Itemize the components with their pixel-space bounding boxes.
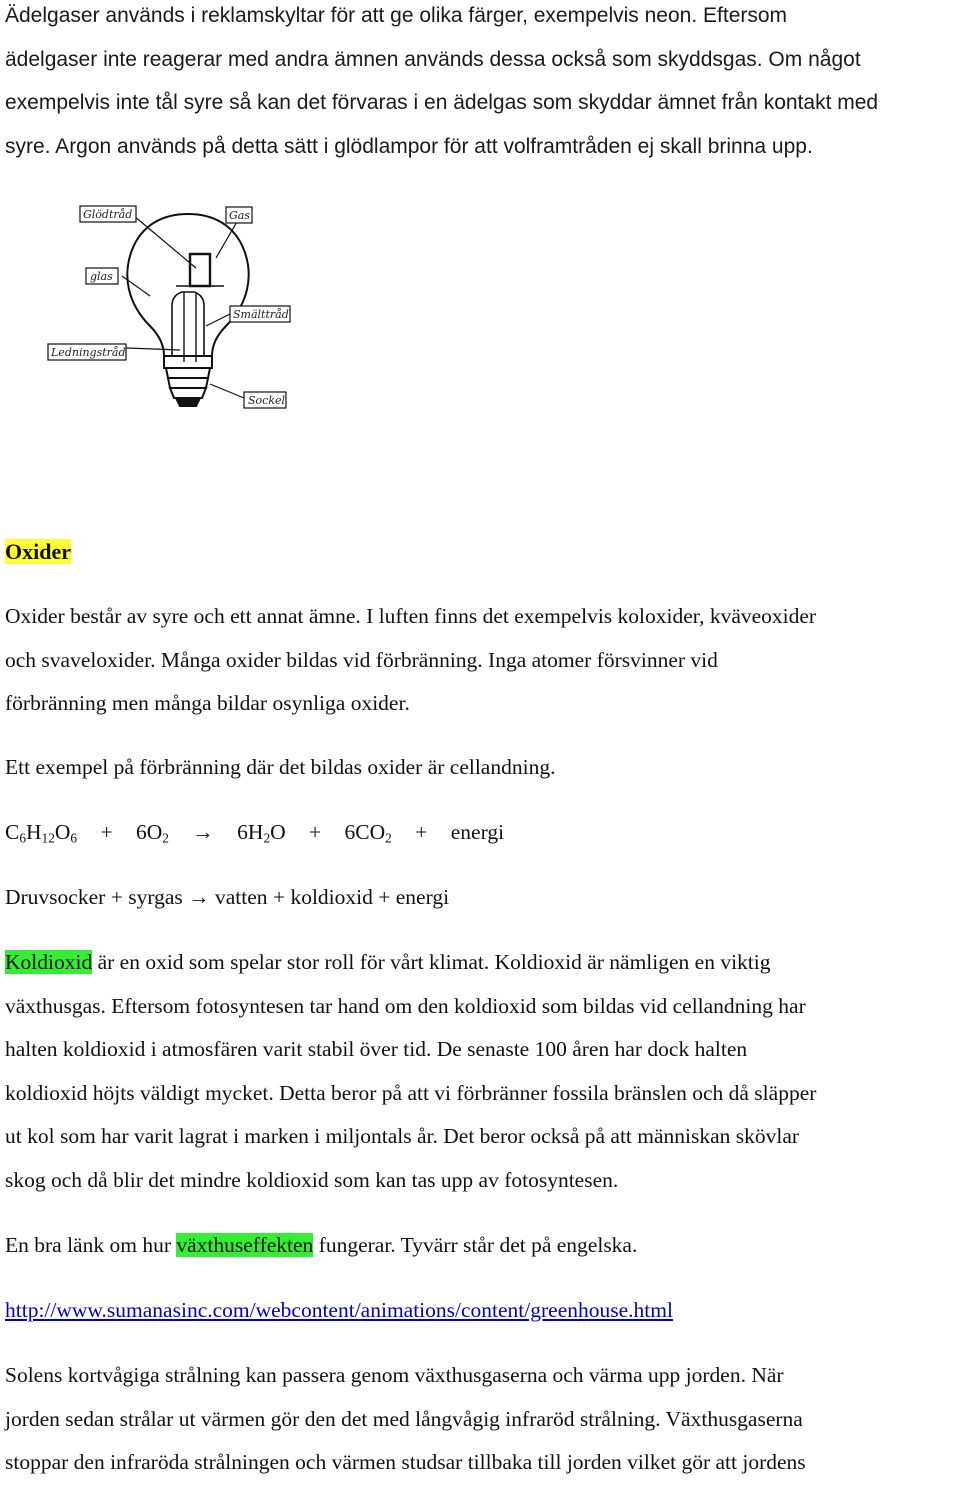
url-line (5, 1289, 956, 1333)
koldioxid-paragraph (5, 941, 956, 1203)
label-smalttrad: Smälttråd (233, 308, 289, 321)
label-glas: glas (90, 270, 113, 283)
chemical-equation: $C_6H_{12}O_6 + 6O_2 \to 6H_2O + 6CO_2$ + energi (5, 820, 505, 846)
vaxthuseffekten-highlight: växthuseffekten (176, 1233, 314, 1257)
text-line: jorden sedan strålar ut värmen gör den det med långvågig infraröd strålning. Växthusgaserna (5, 1406, 803, 1431)
text-line: Solens kortvågiga strålning kan passera genom växthusgaserna och värma upp jorden. När (5, 1363, 784, 1387)
text-line: halten koldioxid i atmosfären varit stabil över tid. De senaste 100 åren har dock halten (5, 1037, 748, 1062)
text-line: skog och då blir det mindre koldioxid som kan tas upp av fotosyntesen. (5, 1167, 619, 1192)
text-line: Ett exempel på förbränning där det bildas oxider är cellandning. (5, 755, 556, 779)
link-intro-line: En bra länk om hur växthuseffekten fungerar. Tyvärr står det på engelska. (5, 1233, 638, 1257)
text-line: exempelvis inte tål syre så kan det förvaras i en ädelgas som skyddar ämnet från kontakt med (5, 91, 879, 114)
text-line: förbränning men många bildar osynliga oxider. (5, 691, 410, 716)
word-equation: Druvsocker + syrgas → vatten + koldioxid + energi (5, 885, 450, 909)
solens-paragraph (5, 1354, 956, 1485)
text-line: Koldioxid är en oxid som spelar stor roll för vårt klimat. Koldioxid är nämligen en viktig (5, 950, 771, 974)
text-line: och svaveloxider. Många oxider bildas vid förbränning. Inga atomer försvinner vid (5, 647, 718, 672)
reaction-arrow: → (192, 820, 214, 844)
filament-block (190, 254, 210, 286)
glass-stem (172, 292, 204, 356)
oxider-heading: Oxider (5, 539, 71, 564)
text-line: syre. Argon används på detta sätt i glödlampor för att volframtråden ej skall brinna upp. (5, 134, 813, 158)
bulb-glass-outline (127, 214, 248, 356)
light-bulb-diagram (0, 186, 330, 426)
greenhouse-animation-link[interactable]: http://www.sumanasinc.com/webcontent/animations/content/greenhouse.html (5, 1298, 673, 1322)
text-line: koldioxid höjts väldigt mycket. Detta beror på att vi förbränner fossila bränslen och då släpper (5, 1080, 817, 1105)
koldioxid-highlight: Koldioxid (5, 950, 93, 974)
label-ledningstrad: Ledningstråd (51, 346, 126, 359)
label-sockel: Sockel (248, 394, 286, 407)
example-sentence (5, 746, 956, 790)
text-line: ädelgaser inte reagerar med andra ämnen används dessa också som skyddsgas. Om något (5, 47, 861, 71)
oxider-paragraph (5, 595, 956, 726)
section-heading (5, 530, 956, 575)
label-gas: Gas (229, 209, 250, 222)
text-line: stoppar den infraröda strålningen och värmen studsar tillbaka till jorden vilket gör att jordens (5, 1450, 806, 1475)
label-glodtrad: Glödtråd (83, 208, 133, 221)
text-line: ut kol som har varit lagrat i marken i miljontals år. Det beror också på att människan skövlar (5, 1124, 800, 1149)
text-line: växthusgas. Eftersom fotosyntesen tar hand om den koldioxid som bildas vid cellandning har (5, 993, 806, 1018)
text-line: Oxider består av syre och ett annat ämne. I luften finns det exempelvis koloxider, kväveoxider (5, 604, 817, 628)
intro-paragraph (5, 0, 956, 168)
socket-base (164, 356, 212, 368)
text-line: Ädelgaser används i reklamskyltar för att ge olika färger, exempelvis neon. Eftersom (5, 4, 788, 27)
